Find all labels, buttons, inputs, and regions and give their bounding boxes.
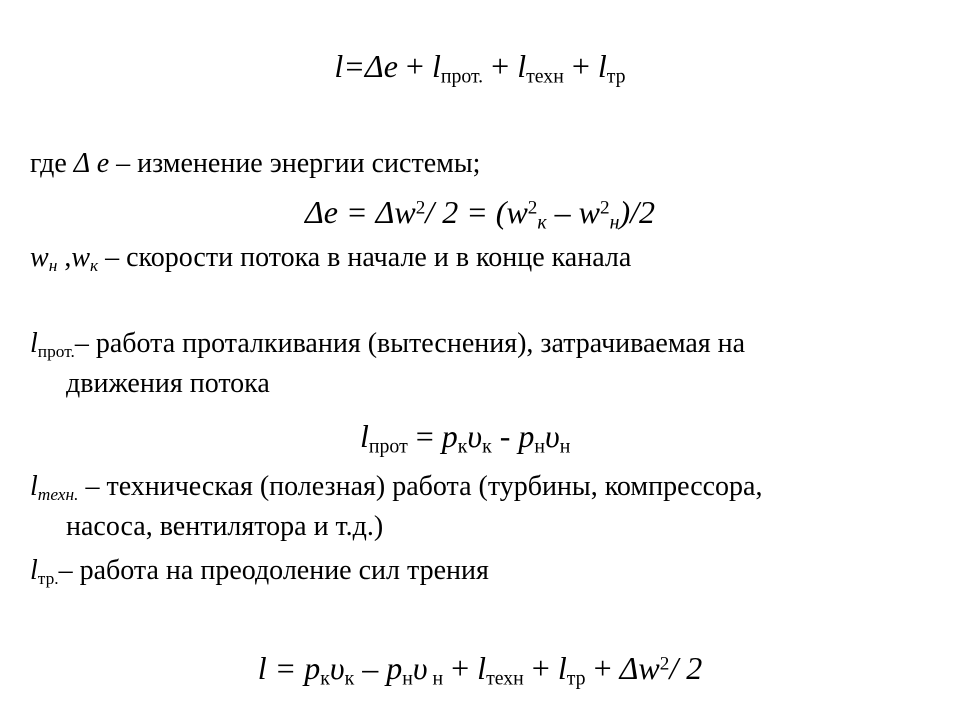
formula4-v2: υ (412, 650, 428, 686)
formula3-minus: - (491, 418, 519, 454)
formula1-plus: + (397, 48, 432, 84)
formula3-p2-sub: н (534, 435, 546, 458)
formula1-l-friction: l (597, 48, 607, 84)
formula2-part1: Δe = Δw (305, 194, 416, 230)
formula2-sup1: 2 (415, 197, 426, 219)
push-work-line1 (30, 330, 745, 360)
formula1-l-friction-sub: тр (606, 65, 626, 88)
formula3-l: l (360, 418, 369, 454)
tech-work-description: – техническая (полезная) работа (турбины, компрессора, (78, 471, 763, 502)
formula4-lhs: l = (257, 650, 305, 686)
formula1-lhs: l= (334, 48, 365, 84)
push-work-symbol-sub: прот. (37, 341, 75, 361)
formula3-v2-sub: н (559, 435, 571, 458)
formula2-part2: / 2 = (w (425, 194, 528, 230)
formula4-p2-sub: н (402, 667, 413, 690)
friction-work-symbol-sub: тр. (37, 568, 59, 588)
formula4-p1-sub: к (320, 667, 330, 690)
formula2-sup3: 2 (600, 197, 610, 219)
formula3-eq: = (407, 418, 442, 454)
formula3-p1: p (441, 418, 458, 454)
push-work-symbol: l (30, 328, 38, 359)
formula1-plus: + (563, 48, 598, 84)
formula4-l-tech: l (477, 650, 487, 686)
formula4-tail: / 2 (669, 650, 703, 686)
formula4-l-tech-sub: техн (486, 667, 524, 690)
velocity-w-start-sub: н (48, 255, 58, 275)
delta-e-description: – изменение энергии системы; (109, 148, 481, 179)
formula2-part4: )/2 (619, 194, 655, 230)
formula-push-work (360, 420, 570, 457)
tech-work-symbol-sub: техн. (37, 484, 79, 504)
velocity-w-start: w (30, 242, 49, 273)
formula3-v1: υ (467, 418, 483, 454)
formula1-plus: + (483, 48, 518, 84)
formula1-l-push: l (431, 48, 441, 84)
formula2-sup2: 2 (527, 197, 538, 219)
formula4-v2-sub: н (427, 667, 444, 690)
formula-work-expanded (0, 652, 960, 689)
friction-work-description: – работа на преодоление сил трения (58, 555, 489, 586)
where-prefix: где (30, 148, 74, 179)
formula4-plus: + (585, 650, 620, 686)
tech-work-symbol: l (30, 471, 38, 502)
formula4-v1: υ (329, 650, 345, 686)
formula2-sub2: к (537, 211, 547, 234)
formula1-l-tech: l (517, 48, 527, 84)
formula4-p1: p (304, 650, 321, 686)
velocity-definition-line (30, 244, 631, 274)
formula4-p2: p (386, 650, 403, 686)
formula4-v1-sub: к (344, 667, 355, 690)
formula4-minus: – (354, 650, 387, 686)
where-delta-e-line (30, 150, 480, 178)
formula-total-work (0, 50, 960, 87)
tech-work-line2: насоса, вентилятора и т.д.) (66, 511, 384, 542)
friction-work-line (30, 557, 489, 587)
formula4-l-friction: l (557, 650, 567, 686)
tech-work-line1 (30, 473, 762, 503)
velocity-w-end-sub: к (90, 255, 99, 275)
formula1-l-push-sub: прот. (440, 65, 484, 88)
delta-e-symbol: Δ e (73, 148, 110, 179)
formula1-l-tech-sub: техн (526, 65, 564, 88)
formula2-sub3: н (609, 211, 620, 234)
push-work-description: – работа проталкивания (вытеснения), затрачиваемая на (74, 328, 746, 359)
formula4-delta-w-sup: 2 (659, 653, 670, 675)
formula4-delta-w: Δw (619, 650, 660, 686)
velocity-w-end: w (71, 242, 90, 273)
formula4-plus: + (443, 650, 478, 686)
formula3-p1-sub: к (457, 435, 468, 458)
formula3-v2: υ (545, 418, 560, 454)
formula4-l-friction-sub: тр (566, 667, 586, 690)
velocity-separator: , (57, 242, 72, 273)
friction-work-symbol: l (30, 555, 38, 586)
formula-delta-e (0, 196, 960, 233)
push-work-line2: движения потока (66, 368, 270, 399)
formula2-part3: – w (546, 194, 600, 230)
velocity-description: – скорости потока в начале и в конце канала (98, 242, 632, 273)
formula3-l-sub: прот (368, 435, 408, 458)
formula1-delta-e: Δe (364, 48, 398, 84)
formula3-p2: p (518, 418, 535, 454)
formula3-v1-sub: к (482, 435, 492, 458)
formula4-plus: + (523, 650, 558, 686)
